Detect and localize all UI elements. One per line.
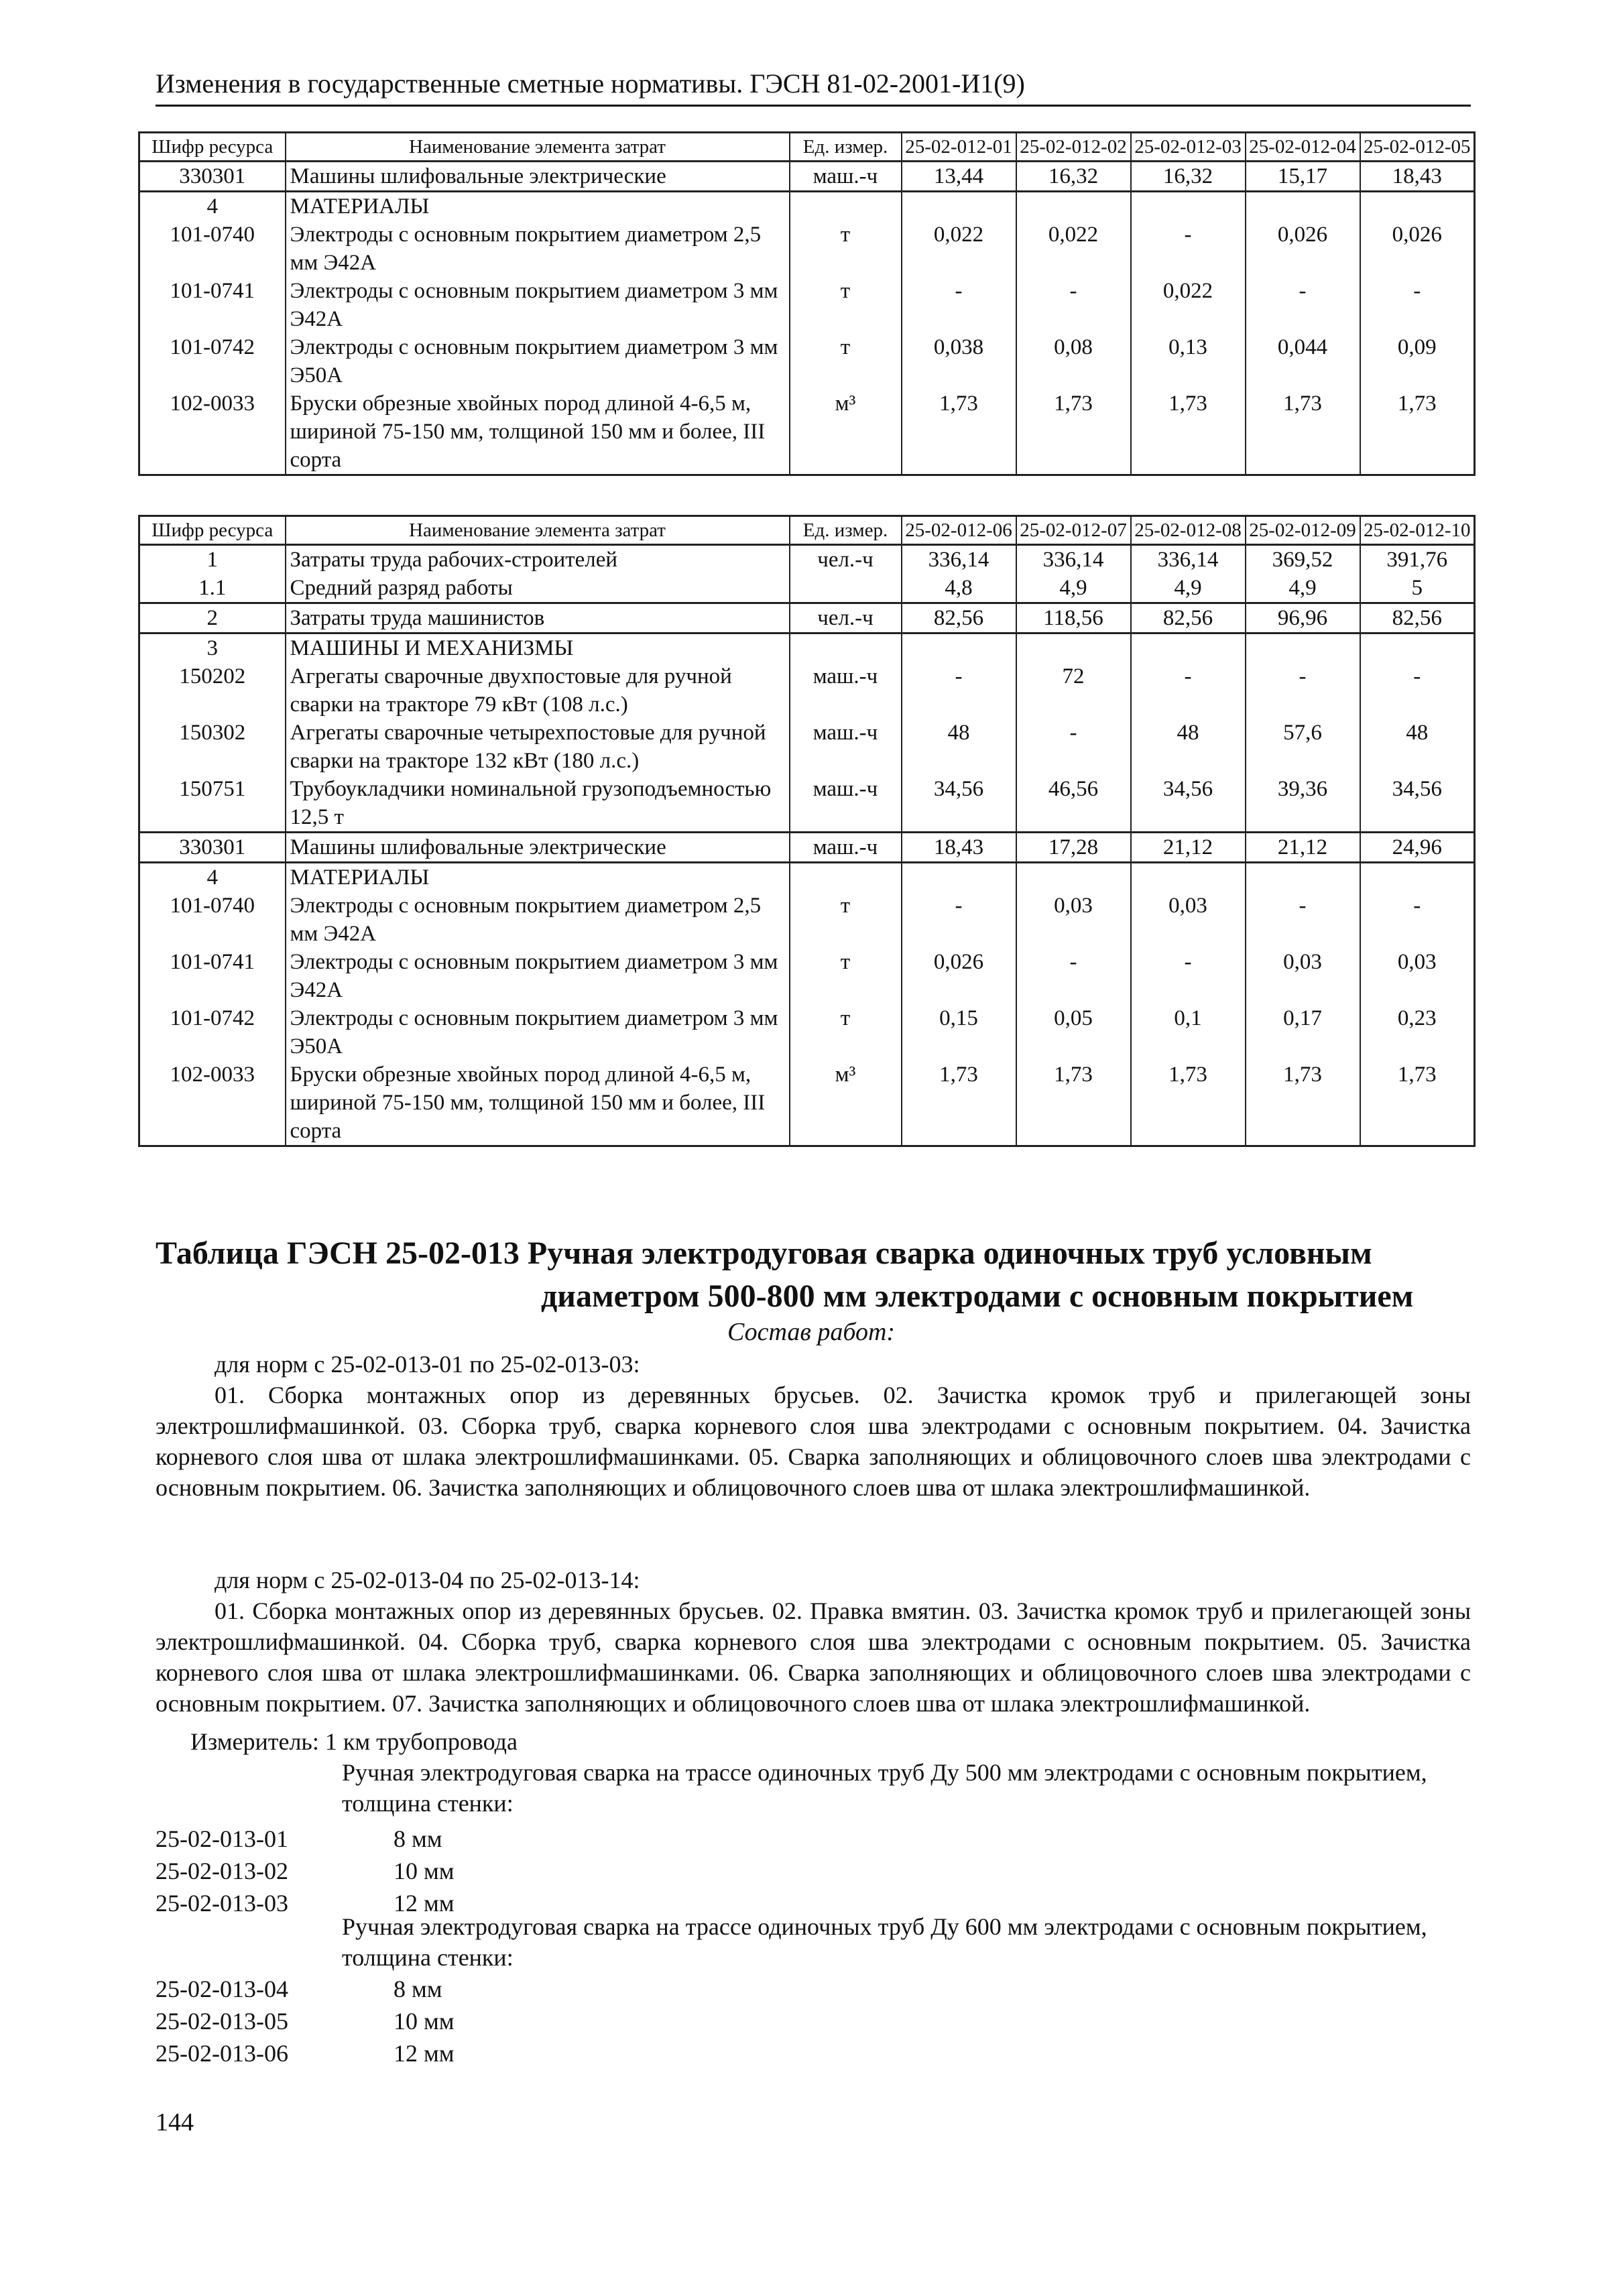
- cell-unit: м³: [790, 389, 902, 475]
- cell-value: 1,73: [1016, 1061, 1131, 1146]
- table-row: [139, 389, 1475, 475]
- cell-resource-code: 101-0742: [139, 333, 286, 389]
- cell-value: 0,23: [1360, 1004, 1475, 1061]
- norm-code: 25-02-013-06: [156, 2040, 288, 2067]
- cell-value: 0,044: [1246, 333, 1360, 389]
- cell-value: 18,43: [902, 833, 1016, 863]
- cell-value: [1360, 192, 1475, 221]
- cell-resource-code: 2: [139, 603, 286, 633]
- cell-value: [1131, 863, 1246, 892]
- cell-value: 39,36: [1246, 775, 1360, 833]
- table-row: [139, 1061, 1475, 1146]
- cell-resource-code: 4: [139, 192, 286, 221]
- norm-range-2: [156, 1565, 1471, 1595]
- cell-value: 0,03: [1131, 892, 1246, 948]
- cell-resource-name: Бруски обрезные хвойных пород длиной 4-6,5 м, шириной 75-150 мм, толщиной 150 мм и более, III сорта: [286, 1061, 790, 1146]
- group-1-norms: [156, 1823, 455, 1920]
- work-list-2: 01. Сборка монтажных опор из деревянных брусьев. 02. Правка вмятин. 03. Зачистка кромок труб и прилегающей зоны электрошлифмашинкой. 04. Сборка труб, сварка корневого слоя шва электродами с основным покрытием. 05. Зачистка корневого слоя шва от шлака электрошлифмашинками. 06. Сварка заполняющих и облицовочного слоев шва электродами с основным покрытием. 07. Зачистка заполняющих и облицовочного слоев шва от шлака электрошлифмашинкой.: [156, 1597, 1471, 1717]
- cell-value: 0,03: [1360, 948, 1475, 1004]
- cell-value: 21,12: [1246, 833, 1360, 863]
- cell-value: -: [902, 277, 1016, 333]
- table-row: [139, 948, 1475, 1004]
- cell-value: 1,73: [1016, 389, 1131, 475]
- cell-resource-name: Машины шлифовальные электрические: [286, 833, 790, 863]
- col-header-norm: 25-02-012-03: [1131, 133, 1246, 162]
- cell-resource-code: 150202: [139, 662, 286, 719]
- cell-value: -: [1246, 277, 1360, 333]
- cell-unit: т: [790, 221, 902, 277]
- cell-value: -: [1246, 662, 1360, 719]
- cell-value: 391,76: [1360, 545, 1475, 575]
- measure-text: Измеритель: 1 км трубопровода: [190, 1728, 518, 1755]
- cell-unit: [790, 863, 902, 892]
- cell-resource-name: Средний разряд работы: [286, 574, 790, 603]
- cell-resource-code: 1.1: [139, 574, 286, 603]
- cell-resource-code: 1: [139, 545, 286, 575]
- cell-value: 5: [1360, 574, 1475, 603]
- cell-resource-code: 3: [139, 633, 286, 663]
- cell-resource-code: 101-0740: [139, 892, 286, 948]
- section-title: [156, 1232, 1471, 1318]
- cell-unit: т: [790, 948, 902, 1004]
- norm-code-row: [156, 2038, 455, 2070]
- cell-value: 0,08: [1016, 333, 1131, 389]
- cell-value: 0,026: [1246, 221, 1360, 277]
- table-row: [139, 719, 1475, 775]
- cell-value: 15,17: [1246, 162, 1360, 192]
- cell-value: 1,73: [1131, 1061, 1246, 1146]
- cell-value: [902, 863, 1016, 892]
- col-header-name: Наименование элемента затрат: [286, 516, 790, 545]
- cell-resource-code: 102-0033: [139, 1061, 286, 1146]
- cell-value: 34,56: [1360, 775, 1475, 833]
- table-row: [139, 574, 1475, 603]
- cell-value: -: [1360, 892, 1475, 948]
- cell-value: 0,15: [902, 1004, 1016, 1061]
- table-row: [139, 775, 1475, 833]
- cell-resource-name: Агрегаты сварочные двухпостовые для ручной сварки на тракторе 79 кВт (108 л.с.): [286, 662, 790, 719]
- cell-value: -: [1360, 277, 1475, 333]
- cell-value: 48: [1131, 719, 1246, 775]
- cell-unit: т: [790, 333, 902, 389]
- cell-value: [902, 633, 1016, 663]
- cell-resource-name: Затраты труда рабочих-строителей: [286, 545, 790, 575]
- cell-value: 48: [902, 719, 1016, 775]
- section-title-line-1: Таблица ГЭСН 25-02-013 Ручная электродуговая сварка одиночных труб условным: [156, 1235, 1372, 1271]
- col-header-code: Шифр ресурса: [139, 133, 286, 162]
- cell-value: -: [1131, 221, 1246, 277]
- cell-resource-code: 101-0741: [139, 948, 286, 1004]
- cell-unit: маш.-ч: [790, 662, 902, 719]
- cell-value: 1,73: [1360, 1061, 1475, 1146]
- resource-table-2: [138, 515, 1476, 1147]
- cell-value: 336,14: [902, 545, 1016, 575]
- table-row: [139, 162, 1475, 192]
- cell-value: 48: [1360, 719, 1475, 775]
- cell-resource-name: Агрегаты сварочные четырехпостовые для ручной сварки на тракторе 132 кВт (180 л.с.): [286, 719, 790, 775]
- section-title-line-2: диаметром 500-800 мм электродами с основным покрытием: [541, 1278, 1414, 1314]
- cell-value: 4,9: [1131, 574, 1246, 603]
- table-row: [139, 603, 1475, 633]
- cell-resource-name: МАШИНЫ И МЕХАНИЗМЫ: [286, 633, 790, 663]
- work-list-1: 01. Сборка монтажных опор из деревянных брусьев. 02. Зачистка кромок труб и прилегающей зоны электрошлифмашинкой. 03. Сборка труб, сварка корневого слоя шва электродами с основным покрытием. 04. Зачистка корневого слоя шва от шлака электрошлифмашинками. 05. Сварка заполняющих и облицовочного слоев шва электродами с основным покрытием. 06. Зачистка заполняющих и облицовочного слоев шва от шлака электрошлифмашинкой.: [156, 1382, 1471, 1501]
- cell-unit: маш.-ч: [790, 719, 902, 775]
- cell-value: -: [1016, 277, 1131, 333]
- cell-resource-name: МАТЕРИАЛЫ: [286, 863, 790, 892]
- cell-resource-code: 330301: [139, 833, 286, 863]
- col-header-unit: Ед. измер.: [790, 516, 902, 545]
- norm-code-row: [156, 1823, 455, 1856]
- cell-value: 0,1: [1131, 1004, 1246, 1061]
- cell-value: [1246, 633, 1360, 663]
- col-header-name: Наименование элемента затрат: [286, 133, 790, 162]
- col-header-unit: Ед. измер.: [790, 133, 902, 162]
- wall-thickness: 12 мм: [394, 1890, 455, 1917]
- cell-value: 1,73: [1360, 389, 1475, 475]
- col-header-code: Шифр ресурса: [139, 516, 286, 545]
- cell-value: -: [902, 892, 1016, 948]
- cell-unit: чел.-ч: [790, 603, 902, 633]
- cell-unit: чел.-ч: [790, 545, 902, 575]
- cell-value: 1,73: [1246, 1061, 1360, 1146]
- cell-value: 0,026: [902, 948, 1016, 1004]
- table-row: [139, 863, 1475, 892]
- cell-resource-name: МАТЕРИАЛЫ: [286, 192, 790, 221]
- cell-value: 0,13: [1131, 333, 1246, 389]
- cell-value: 16,32: [1131, 162, 1246, 192]
- table-row: [139, 333, 1475, 389]
- cell-value: [1016, 863, 1131, 892]
- cell-value: 0,03: [1016, 892, 1131, 948]
- cell-value: [1016, 633, 1131, 663]
- resource-table-1: [138, 131, 1476, 476]
- cell-resource-name: Бруски обрезные хвойных пород длиной 4-6,5 м, шириной 75-150 мм, толщиной 150 мм и более, III сорта: [286, 389, 790, 475]
- cell-value: [1360, 863, 1475, 892]
- cell-value: 34,56: [902, 775, 1016, 833]
- cell-value: [1360, 633, 1475, 663]
- norm-code: 25-02-013-03: [156, 1890, 288, 1917]
- table-header-row: [139, 133, 1475, 162]
- page-number: 144: [156, 2108, 194, 2136]
- cell-resource-code: 330301: [139, 162, 286, 192]
- cell-unit: [790, 574, 902, 603]
- cell-value: 18,43: [1360, 162, 1475, 192]
- col-header-norm: 25-02-012-02: [1016, 133, 1131, 162]
- col-header-norm: 25-02-012-01: [902, 133, 1016, 162]
- table-header-row: [139, 516, 1475, 545]
- norm-code-row: [156, 1856, 455, 1888]
- cell-value: [1246, 863, 1360, 892]
- cell-value: 21,12: [1131, 833, 1246, 863]
- wall-thickness: 12 мм: [394, 2040, 455, 2067]
- wall-thickness: 8 мм: [394, 1976, 442, 2002]
- col-header-norm: 25-02-012-08: [1131, 516, 1246, 545]
- cell-value: -: [1131, 948, 1246, 1004]
- cell-resource-code: 150751: [139, 775, 286, 833]
- cell-value: -: [1246, 892, 1360, 948]
- cell-value: 0,09: [1360, 333, 1475, 389]
- table-row: [139, 545, 1475, 575]
- cell-value: 0,022: [1016, 221, 1131, 277]
- cell-value: 17,28: [1016, 833, 1131, 863]
- cell-resource-code: 4: [139, 863, 286, 892]
- cell-value: 1,73: [902, 389, 1016, 475]
- cell-resource-code: 102-0033: [139, 389, 286, 475]
- cell-value: 0,038: [902, 333, 1016, 389]
- norm-range-1-text: для норм с 25-02-013-01 по 25-02-013-03:: [215, 1351, 640, 1378]
- cell-value: 0,022: [1131, 277, 1246, 333]
- cell-unit: [790, 633, 902, 663]
- cell-value: 82,56: [1131, 603, 1246, 633]
- table-row: [139, 833, 1475, 863]
- cell-value: [1246, 192, 1360, 221]
- cell-value: 1,73: [1246, 389, 1360, 475]
- group-1-description: Ручная электродуговая сварка на трассе одиночных труб Ду 500 мм электродами с основным покрытием, толщина стенки:: [342, 1759, 1427, 1817]
- col-header-norm: 25-02-012-10: [1360, 516, 1475, 545]
- cell-value: 16,32: [1016, 162, 1131, 192]
- cell-resource-name: Затраты труда машинистов: [286, 603, 790, 633]
- cell-value: 57,6: [1246, 719, 1360, 775]
- table-row: [139, 662, 1475, 719]
- cell-value: -: [902, 662, 1016, 719]
- cell-value: 336,14: [1016, 545, 1131, 575]
- cell-value: 336,14: [1131, 545, 1246, 575]
- cell-resource-code: 150302: [139, 719, 286, 775]
- col-header-norm: 25-02-012-07: [1016, 516, 1131, 545]
- cell-value: -: [1360, 662, 1475, 719]
- cell-value: [1131, 192, 1246, 221]
- norm-code: 25-02-013-02: [156, 1858, 288, 1884]
- cell-resource-name: Трубоукладчики номинальной грузоподъемностью 12,5 т: [286, 775, 790, 833]
- cell-resource-name: Электроды с основным покрытием диаметром 2,5 мм Э42А: [286, 892, 790, 948]
- table-row: [139, 892, 1475, 948]
- wall-thickness: 10 мм: [394, 1858, 455, 1884]
- cell-value: 118,56: [1016, 603, 1131, 633]
- cell-value: 96,96: [1246, 603, 1360, 633]
- cell-value: 0,026: [1360, 221, 1475, 277]
- cell-value: 0,05: [1016, 1004, 1131, 1061]
- cell-resource-name: Электроды с основным покрытием диаметром 3 мм Э42А: [286, 277, 790, 333]
- cell-value: 82,56: [1360, 603, 1475, 633]
- norm-code: 25-02-013-01: [156, 1825, 288, 1852]
- wall-thickness: 10 мм: [394, 2008, 455, 2035]
- cell-value: 24,96: [1360, 833, 1475, 863]
- work-composition-label: Состав работ:: [727, 1318, 896, 1346]
- norm-range-2-text: для норм с 25-02-013-04 по 25-02-013-14:: [215, 1567, 640, 1593]
- cell-value: [1131, 633, 1246, 663]
- cell-unit: маш.-ч: [790, 775, 902, 833]
- cell-value: [1016, 192, 1131, 221]
- cell-resource-name: Электроды с основным покрытием диаметром 3 мм Э50А: [286, 333, 790, 389]
- cell-unit: маш.-ч: [790, 833, 902, 863]
- cell-value: 4,8: [902, 574, 1016, 603]
- table-row: [139, 221, 1475, 277]
- cell-resource-name: Электроды с основным покрытием диаметром 2,5 мм Э42А: [286, 221, 790, 277]
- cell-value: 369,52: [1246, 545, 1360, 575]
- cell-value: 0,022: [902, 221, 1016, 277]
- cell-value: 1,73: [1131, 389, 1246, 475]
- norm-range-1: [156, 1349, 1471, 1380]
- cell-value: -: [1016, 719, 1131, 775]
- col-header-norm: 25-02-012-05: [1360, 133, 1475, 162]
- cell-value: 0,03: [1246, 948, 1360, 1004]
- cell-resource-code: 101-0740: [139, 221, 286, 277]
- page-header: [156, 67, 1471, 107]
- cell-value: 1,73: [902, 1061, 1016, 1146]
- cell-unit: м³: [790, 1061, 902, 1146]
- table-row: [139, 277, 1475, 333]
- norm-code: 25-02-013-05: [156, 2008, 288, 2035]
- cell-value: 13,44: [902, 162, 1016, 192]
- cell-value: -: [1016, 948, 1131, 1004]
- cell-resource-name: Машины шлифовальные электрические: [286, 162, 790, 192]
- group-2-norms: [156, 1974, 455, 2070]
- norm-code-row: [156, 2006, 455, 2038]
- cell-value: 72: [1016, 662, 1131, 719]
- norm-code: 25-02-013-04: [156, 1976, 288, 2002]
- cell-unit: маш.-ч: [790, 162, 902, 192]
- cell-value: 34,56: [1131, 775, 1246, 833]
- cell-resource-name: Электроды с основным покрытием диаметром 3 мм Э50А: [286, 1004, 790, 1061]
- cell-resource-code: 101-0742: [139, 1004, 286, 1061]
- cell-unit: т: [790, 1004, 902, 1061]
- col-header-norm: 25-02-012-09: [1246, 516, 1360, 545]
- cell-value: [902, 192, 1016, 221]
- cell-unit: т: [790, 892, 902, 948]
- wall-thickness: 8 мм: [394, 1825, 442, 1852]
- col-header-norm: 25-02-012-04: [1246, 133, 1360, 162]
- table-row: [139, 1004, 1475, 1061]
- measure-line: [156, 1726, 1471, 1757]
- cell-resource-name: Электроды с основным покрытием диаметром 3 мм Э42А: [286, 948, 790, 1004]
- cell-value: 4,9: [1246, 574, 1360, 603]
- cell-value: 46,56: [1016, 775, 1131, 833]
- cell-value: 0,17: [1246, 1004, 1360, 1061]
- col-header-norm: 25-02-012-06: [902, 516, 1016, 545]
- cell-value: -: [1131, 662, 1246, 719]
- header-title: Изменения в государственные сметные нормативы. ГЭСН 81-02-2001-И1(9): [156, 68, 1025, 99]
- group-2-description: Ручная электродуговая сварка на трассе одиночных труб Ду 600 мм электродами с основным покрытием, толщина стенки:: [342, 1913, 1427, 1971]
- cell-resource-code: 101-0741: [139, 277, 286, 333]
- cell-unit: т: [790, 277, 902, 333]
- norm-code-row: [156, 1974, 455, 2006]
- cell-value: 82,56: [902, 603, 1016, 633]
- table-row: [139, 633, 1475, 663]
- cell-value: 4,9: [1016, 574, 1131, 603]
- table-row: [139, 192, 1475, 221]
- cell-unit: [790, 192, 902, 221]
